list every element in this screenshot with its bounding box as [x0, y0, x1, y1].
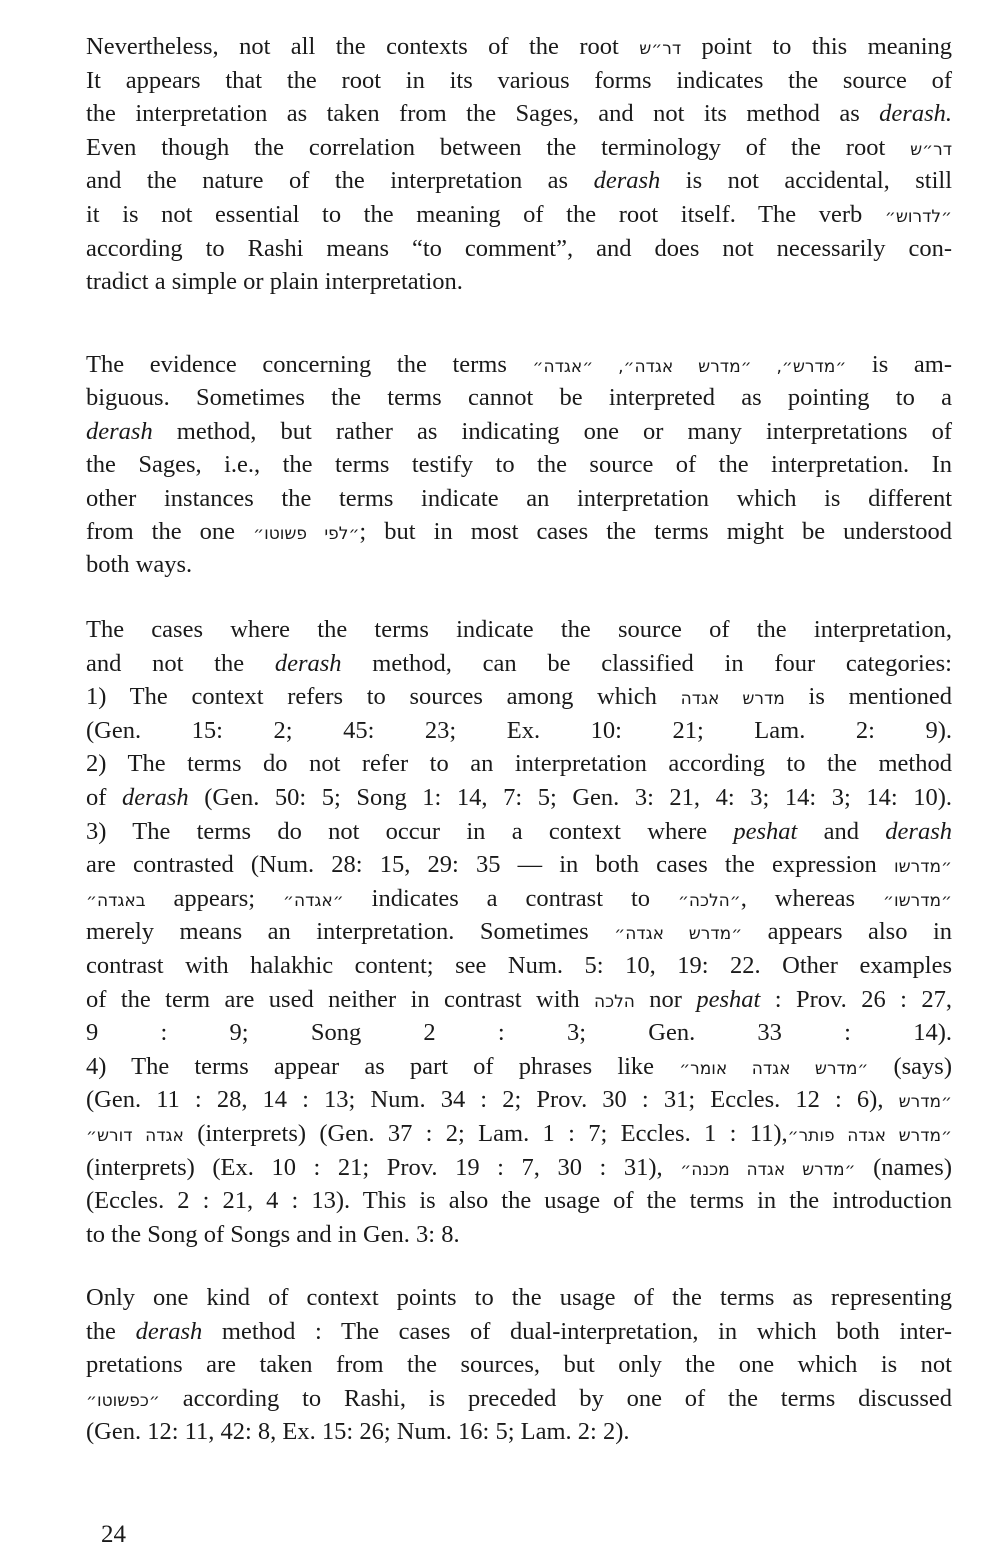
- text-run: of: [86, 784, 122, 811]
- text-run: contrast with halakhic content; see Num. 5: 10, 19: 22. Other examples: [86, 952, 952, 979]
- hebrew-term: מדרש אגדה: [680, 689, 785, 710]
- text-line: [86, 348, 952, 384]
- text-line: [86, 1016, 952, 1049]
- text-line: [86, 381, 952, 414]
- text-line: [86, 232, 952, 265]
- italic-term: derash: [885, 817, 952, 845]
- text-run: appears also in: [742, 918, 952, 946]
- hebrew-term: ״לפי פשוטו״: [253, 524, 360, 544]
- hebrew-term: ״מדרש אגדה פותר״: [787, 1126, 952, 1146]
- page-number: 24: [101, 1521, 126, 1548]
- text-run: (interprets) (Gen. 37 : 2; Lam. 1 : 7; Eccles. 1 : 11),: [183, 1120, 788, 1147]
- text-run: (says): [868, 1052, 952, 1080]
- text-line: [86, 815, 952, 848]
- text-run: merely means an interpretation. Sometimes: [86, 918, 615, 946]
- text-run: of the term are used neither in contrast with: [86, 985, 594, 1013]
- text-line: [86, 714, 952, 747]
- text-run: and not the: [86, 649, 275, 677]
- text-run: is am-: [846, 351, 952, 378]
- hebrew-term: באגדה״: [86, 890, 146, 911]
- text-line: [86, 848, 952, 884]
- text-line: [86, 1382, 952, 1418]
- text-run: Nevertheless, not all the contexts of the root: [86, 33, 640, 60]
- text-run: appears;: [145, 884, 284, 912]
- text-line: [86, 415, 952, 448]
- text-line: [86, 97, 952, 130]
- hebrew-term: ״מדרש אגדה מכנה״: [680, 1159, 856, 1180]
- italic-term: derash: [593, 167, 661, 195]
- italic-term: derash: [86, 417, 153, 445]
- italic-term: derash: [135, 1317, 203, 1345]
- text-run: Only one kind of context points to the usage of the terms as representing: [86, 1284, 952, 1311]
- text-line: [86, 1151, 952, 1187]
- text-line: [86, 983, 952, 1019]
- text-run: It appears that the root in its various forms indicates the source of: [86, 66, 952, 94]
- text-run: ; but in most cases the terms might be understood: [359, 518, 953, 545]
- hebrew-term: ״כפשוטו״: [86, 1390, 160, 1411]
- text-line: [86, 1117, 952, 1153]
- italic-term: derash.: [879, 100, 952, 128]
- text-line: [86, 1281, 952, 1314]
- text-run: according to Rashi means “to comment”, and does not necessarily con-: [86, 234, 952, 262]
- text-line: [86, 781, 952, 814]
- hebrew-term: ״מדרשו״: [882, 890, 952, 911]
- text-line: [86, 198, 952, 234]
- text-run: both ways.: [86, 551, 193, 579]
- text-run: method, can be classified in four categories:: [341, 649, 952, 677]
- text-run: from the one: [86, 518, 254, 545]
- text-line: [86, 1218, 952, 1251]
- hebrew-term: ״לדרוש״: [884, 207, 952, 227]
- italic-term: derash: [274, 649, 342, 677]
- text-line: [86, 680, 952, 716]
- hebrew-term: ״מדרש אגדה״: [614, 924, 743, 945]
- text-run: the Sages, i.e., the terms testify to the source of the interpretation. In: [86, 451, 952, 479]
- hebrew-term: ״מדרש אגדה אומר״: [679, 1058, 869, 1079]
- hebrew-term: דר״ש: [639, 39, 682, 59]
- text-run: The evidence concerning the terms: [86, 351, 533, 378]
- text-run: nor: [634, 985, 697, 1013]
- hebrew-term: ״אגדה״: [283, 890, 344, 911]
- text-line: [86, 1348, 952, 1381]
- text-line: [86, 1083, 952, 1119]
- text-run: : Prov. 26 : 27,: [760, 985, 952, 1013]
- text-run: (interprets) (Ex. 10 : 21; Prov. 19 : 7, 30 : 31),: [86, 1153, 681, 1181]
- text-run: 3) The terms do not occur in a context where: [86, 817, 734, 845]
- text-run: biguous. Sometimes the terms cannot be interpreted as pointing to a: [86, 384, 952, 412]
- text-run: indicates a contrast to: [343, 884, 678, 912]
- text-run: pretations are taken from the sources, but only the one which is not: [86, 1351, 952, 1379]
- hebrew-term: ״מדרש״, ״מדרש אגדה״, ״אגדה״: [532, 357, 847, 377]
- italic-term: peshat: [696, 985, 761, 1013]
- hebrew-term: ״מדרשו: [893, 857, 952, 878]
- text-line: [86, 949, 952, 982]
- text-run: is not accidental, still: [660, 167, 953, 195]
- text-run: according to Rashi, is preceded by one of the terms discussed: [159, 1384, 952, 1412]
- text-run: and: [797, 817, 886, 845]
- text-run: (Gen. 11 : 28, 14 : 13; Num. 34 : 2; Prov. 30 : 31; Eccles. 12 : 6),: [86, 1086, 899, 1114]
- text-run: 9 : 9; Song 2 : 3; Gen. 33 : 14).: [86, 1019, 952, 1047]
- text-run: is mentioned: [784, 683, 952, 711]
- italic-term: derash: [121, 784, 189, 811]
- text-run: 2) The terms do not refer to an interpretation according to the method: [86, 750, 952, 778]
- text-line: [86, 747, 952, 780]
- hebrew-term: אגדה דורש״: [86, 1126, 184, 1146]
- text-run: point to this meaning: [681, 33, 952, 60]
- text-run: tradict a simple or plain interpretation.: [86, 268, 463, 296]
- text-run: method, but rather as indicating one or many interpretations of: [152, 417, 952, 445]
- text-run: The cases where the terms indicate the source of the interpretation,: [86, 616, 952, 643]
- text-run: are contrasted (Num. 28: 15, 29: 35 — in both cases the expression: [86, 851, 894, 879]
- text-run: (Gen. 15: 2; 45: 23; Ex. 10: 21; Lam. 2: 9).: [86, 716, 952, 744]
- text-line: [86, 647, 952, 680]
- text-line: [86, 482, 952, 515]
- text-line: [86, 265, 952, 298]
- text-line: [86, 515, 952, 551]
- text-run: (names): [855, 1153, 952, 1181]
- hebrew-term: הלכה: [594, 991, 635, 1012]
- text-run: and the nature of the interpretation as: [86, 167, 594, 195]
- hebrew-term: ״הלכה״: [677, 890, 741, 911]
- text-run: the interpretation as taken from the Sages, and not its method as: [86, 100, 880, 128]
- hebrew-term: דר״ש: [910, 139, 952, 160]
- text-line: [86, 1315, 952, 1348]
- text-run: it is not essential to the meaning of the root itself. The verb: [86, 201, 885, 228]
- text-line: [86, 1415, 952, 1448]
- text-line: [86, 30, 952, 66]
- text-run: (Gen. 12: 11, 42: 8, Ex. 15: 26; Num. 16: 5; Lam. 2: 2).: [86, 1418, 630, 1446]
- text-run: , whereas: [740, 884, 883, 912]
- text-run: the: [86, 1317, 136, 1345]
- text-line: [86, 915, 952, 951]
- text-line: [86, 548, 952, 581]
- text-line: [86, 131, 952, 167]
- hebrew-term: ״מדרש: [898, 1092, 952, 1113]
- text-run: method : The cases of dual-interpretation, in which both inter-: [202, 1317, 952, 1345]
- text-line: [86, 613, 952, 646]
- text-line: [86, 64, 952, 97]
- text-run: 4) The terms appear as part of phrases like: [86, 1052, 680, 1080]
- text-line: [86, 1184, 952, 1217]
- text-run: other instances the terms indicate an interpretation which is different: [86, 484, 952, 512]
- text-line: [86, 448, 952, 481]
- text-line: [86, 164, 952, 197]
- text-run: (Gen. 50: 5; Song 1: 14, 7: 5; Gen. 3: 21, 4: 3; 14: 3; 14: 10).: [188, 784, 952, 811]
- text-run: Even though the correlation between the terminology of the root: [86, 133, 911, 161]
- text-line: [86, 882, 952, 918]
- text-run: 1) The context refers to sources among which: [86, 683, 681, 711]
- italic-term: peshat: [733, 817, 798, 845]
- text-run: (Eccles. 2 : 21, 4 : 13). This is also the usage of the terms in the introduction: [86, 1187, 952, 1215]
- text-run: to the Song of Songs and in Gen. 3: 8.: [86, 1220, 460, 1248]
- text-line: [86, 1050, 952, 1086]
